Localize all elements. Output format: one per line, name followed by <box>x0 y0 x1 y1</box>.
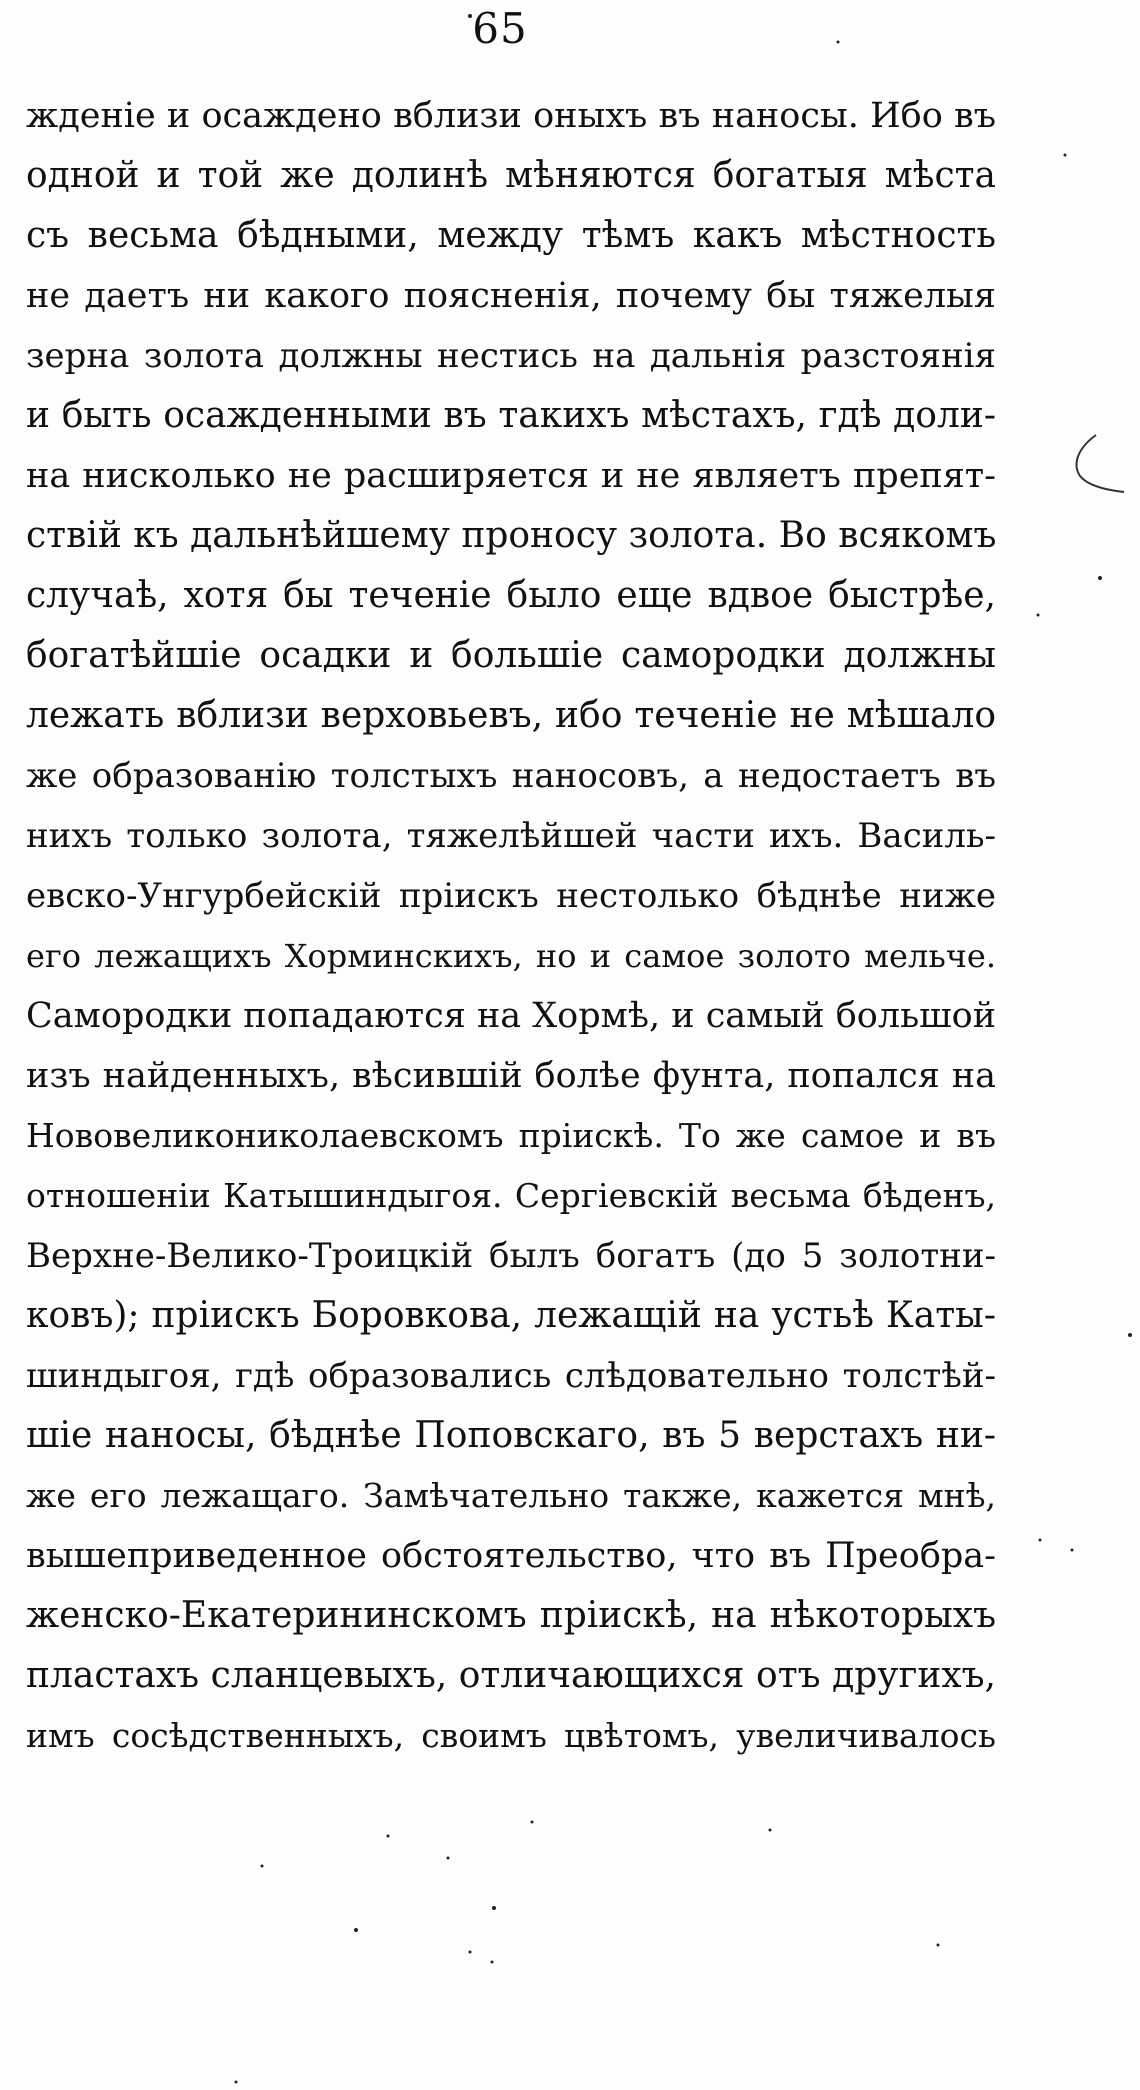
text-line: Нововеликониколаевскомъ пріискѣ. То же самое и въ <box>26 1116 996 1155</box>
text-line: женско-Екатерининскомъ пріискѣ, на нѣкоторыхъ <box>26 1595 996 1636</box>
text-line: зерна золота должны нестись на дальнія разстоянія <box>26 336 996 376</box>
margin-pencil-mark <box>1066 430 1126 500</box>
text-line: ствій къ дальнѣйшему проносу золота. Во всякомъ <box>26 515 996 556</box>
text-line: не даетъ ни какого поясненія, почему бы тяжелыя <box>26 276 996 316</box>
text-line: случаѣ, хотя бы теченіе было еще вдвое быстрѣе, <box>26 575 996 616</box>
text-line: пластахъ сланцевыхъ, отличающихся отъ другихъ, <box>26 1655 996 1696</box>
text-line: жденіе и осаждено вблизи оныхъ въ наносы. Ибо въ <box>26 96 996 136</box>
text-line: ковъ); пріискъ Боровкова, лежащій на устьѣ Каты- <box>26 1295 996 1336</box>
text-line: и быть осажденными въ такихъ мѣстахъ, гдѣ доли- <box>26 395 996 436</box>
text-line: Самородки попадаются на Хормѣ, и самый большой <box>26 996 996 1036</box>
text-line: лежать вблизи верховьевъ, ибо теченіе не мѣшало <box>26 695 996 736</box>
text-line: его лежащихъ Хорминскихъ, но и самое золото мельче. <box>26 937 996 975</box>
text-line: шіе наносы, бѣднѣе Поповскаго, въ 5 верстахъ ни- <box>26 1415 996 1456</box>
text-line: нихъ только золота, тяжелѣйшей части ихъ. Василь- <box>26 816 996 856</box>
text-line: Верхне-Велико-Троицкій былъ богатъ (до 5 золотни- <box>26 1236 996 1276</box>
text-line: же его лежащаго. Замѣчательно также, кажется мнѣ, <box>26 1476 996 1515</box>
text-line: же образованію толстыхъ наносовъ, а недостаетъ въ <box>26 756 996 796</box>
text-line: евско-Унгурбейскій пріискъ нестолько бѣднѣе ниже <box>26 876 996 916</box>
text-line: изъ найденныхъ, вѣсившій болѣе фунта, попался на <box>26 1056 996 1096</box>
text-line: одной и той же долинѣ мѣняются богатыя мѣста <box>26 155 996 196</box>
body-text <box>26 86 996 1766</box>
text-line: имъ сосѣдственныхъ, своимъ цвѣтомъ, увеличивалось <box>26 1716 996 1755</box>
page-number: 65 <box>472 4 528 53</box>
text-line: вышеприведенное обстоятельство, что въ Преобра- <box>26 1536 996 1576</box>
text-line: на нисколько не расширяется и не являетъ препят- <box>26 456 996 496</box>
text-line: отношеніи Катышиндыгоя. Сергіевскій весьма бѣденъ, <box>26 1176 996 1215</box>
text-line: съ весьма бѣдными, между тѣмъ какъ мѣстность <box>26 215 996 256</box>
text-line: шиндыгоя, гдѣ образовались слѣдовательно толстѣй- <box>26 1356 996 1396</box>
text-line: богатѣйшіе осадки и большіе самородки должны <box>26 635 996 676</box>
